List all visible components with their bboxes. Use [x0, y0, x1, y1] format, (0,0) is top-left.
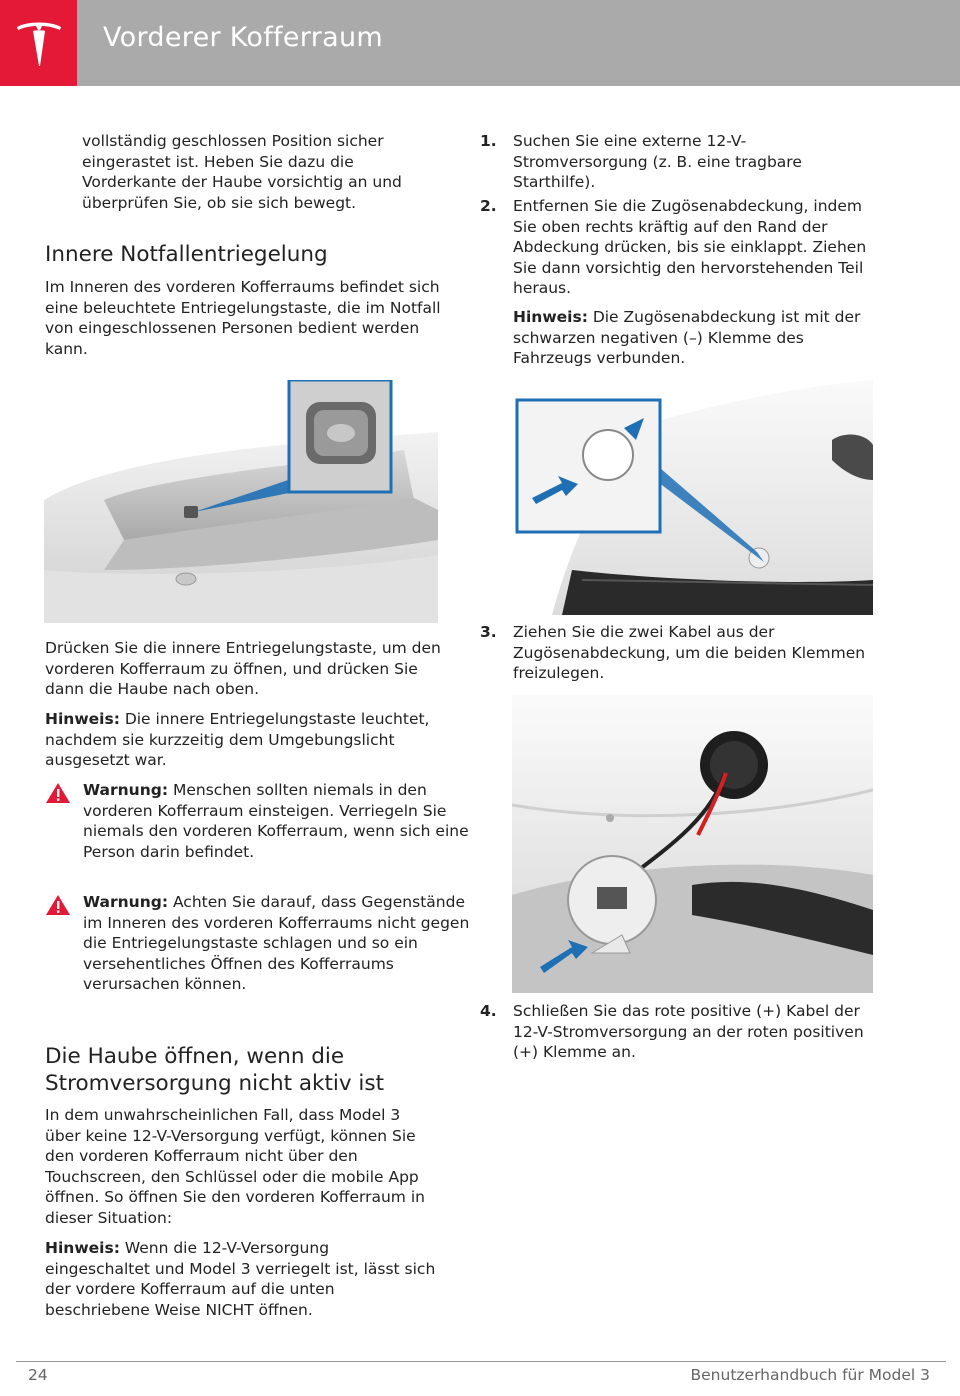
heading-inner-release: Innere Notfallentriegelung: [45, 242, 328, 267]
warning-body: Achten Sie darauf, dass Gegenstände im Inneren des vorderen Kofferraums nicht gegen die Entriegelungstaste schlagen und so ein versehentliches Öffnen des Kofferraums verursachen können.: [83, 893, 470, 993]
no-power-paragraph: In dem unwahrscheinlichen Fall, dass Model 3 über keine 12-V-Versorgung verfügt, können Sie den vorderen Kofferraum nicht über den Touchscreen, den Schlüssel oder die mobile App öffnen. So öffnen Sie den vorderen Kofferraum in dieser Situation:: [45, 1106, 425, 1227]
header-bar: [0, 0, 960, 86]
warning-text-1: [83, 780, 471, 862]
note-text: Die Zugösenabdeckung ist mit der schwarzen negativen (–) Klemme des Fahrzeugs verbunden.: [513, 308, 861, 367]
intro-paragraph: vollständig geschlossen Position sicher eingerastet ist. Heben Sie dazu die Vorderkante der Haube vorsichtig an und überprüfen Sie, ob sie sich bewegt.: [82, 132, 402, 212]
heading-no-power-line1: Die Haube öffnen, wenn die: [45, 1044, 345, 1069]
step-text: Suchen Sie eine externe 12-V-Stromversorgung (z. B. eine tragbare Starthilfe).: [513, 132, 802, 191]
note-no-power: [45, 1238, 437, 1320]
warning-icon: [45, 894, 71, 916]
manual-title: Benutzerhandbuch für Model 3: [690, 1366, 930, 1384]
inner-release-paragraph: Im Inneren des vorderen Kofferraums befindet sich eine beleuchtete Entriegelungstaste, die im Notfall von eingeschlossenen Personen bedient werden kann.: [45, 278, 441, 358]
page-title: Vorderer Kofferraum: [103, 22, 383, 53]
warning-body: Menschen sollten niemals in den vorderen Kofferraum einsteigen. Verriegeln Sie niemals den vorderen Kofferraum, wenn sich eine Person darin befindet.: [83, 781, 469, 861]
page-number: 24: [28, 1366, 48, 1384]
step-text: Ziehen Sie die zwei Kabel aus der Zugösenabdeckung, um die beiden Klemmen freizulegen.: [513, 623, 866, 682]
warning-label: Warnung:: [83, 893, 169, 911]
footer-divider: [16, 1361, 946, 1362]
warning-block-1: [45, 780, 475, 880]
note-tow-cover: [480, 307, 880, 369]
note-text: Die innere Entriegelungstaste leuchtet, nachdem sie kurzzeitig dem Umgebungslicht ausgesetzt war.: [45, 710, 430, 769]
step-text: Schließen Sie das rote positive (+) Kabel der 12-V-Stromversorgung an der roten positiven (+) Klemme an.: [513, 1002, 864, 1061]
cables-image: [512, 695, 873, 993]
step-4: [480, 1001, 880, 1063]
warning-text-2: [83, 892, 471, 995]
note-label: Hinweis:: [513, 308, 588, 326]
step-number: 2.: [480, 197, 497, 215]
step-1: [480, 131, 880, 193]
note-label: Hinweis:: [45, 1239, 120, 1257]
step-number: 3.: [480, 623, 497, 641]
tow-cover-image: [512, 380, 873, 615]
warning-block-2: [45, 892, 475, 1017]
brand-logo: [0, 0, 77, 86]
tesla-logo-icon: [13, 18, 65, 70]
note-text: Wenn die 12-V-Versorgung eingeschaltet und Model 3 verriegelt ist, lässt sich der vordere Kofferraum auf die unten beschriebene Weise NICHT öffnen.: [45, 1239, 436, 1319]
step-text: Entfernen Sie die Zugösenabdeckung, indem Sie oben rechts kräftig auf den Rand der Abdeckung drücken, bis sie einklappt. Ziehen Sie dann vorsichtig den hervorstehenden Teil heraus.: [513, 197, 867, 297]
step-number: 1.: [480, 132, 497, 150]
press-release-paragraph: Drücken Sie die innere Entriegelungstaste, um den vorderen Kofferraum zu öffnen, und drücken Sie dann die Haube nach oben.: [45, 639, 441, 698]
step-number: 4.: [480, 1002, 497, 1020]
warning-icon: [45, 782, 71, 804]
step-2: [480, 196, 880, 301]
warning-label: Warnung:: [83, 781, 169, 799]
note-label: Hinweis:: [45, 710, 120, 728]
heading-no-power-line2: Stromversorgung nicht aktiv ist: [45, 1071, 385, 1096]
note-inner-release: [45, 709, 435, 771]
frunk-release-image: [44, 380, 438, 623]
step-3: [480, 622, 880, 684]
